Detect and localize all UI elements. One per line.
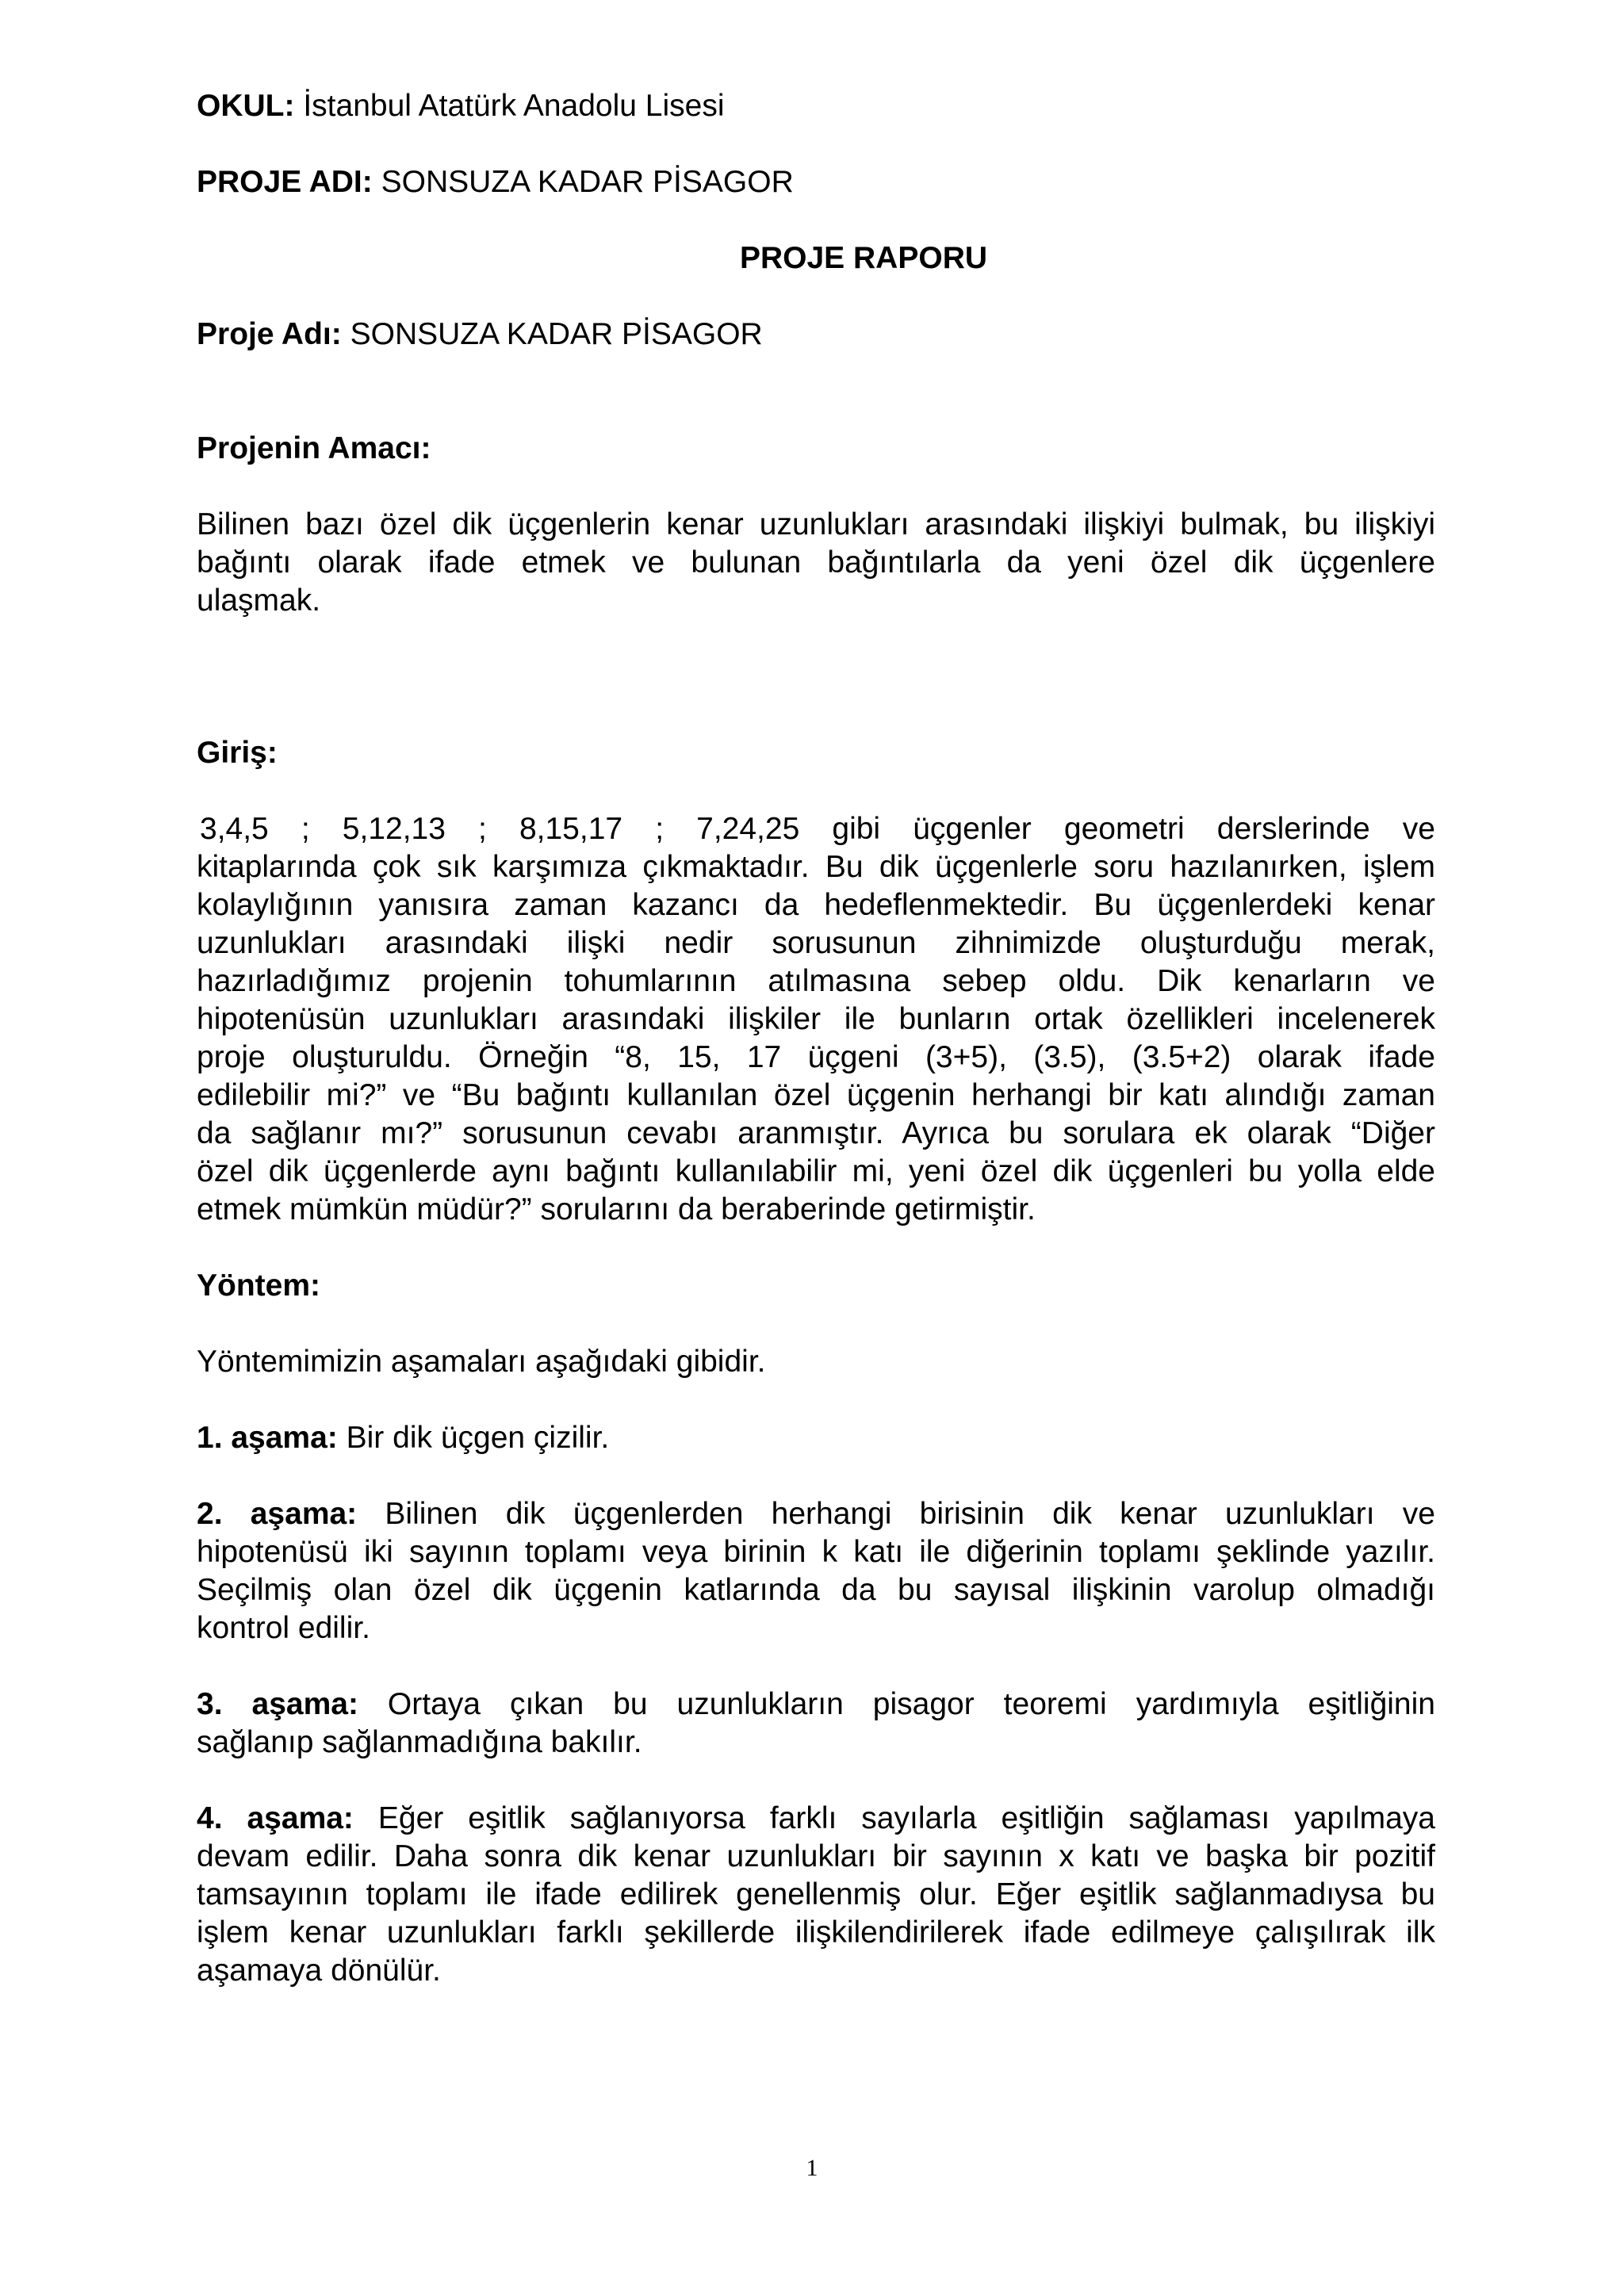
intro-line: kitaplarında çok sık karşımıza çıkmaktadır. Bu dik üçgenlerle soru hazılanırken, işlem xyxy=(197,850,1435,884)
step-line: sağlanıp sağlanmadığına bakılır. xyxy=(197,1725,642,1759)
project-name-line xyxy=(197,316,1435,354)
intro-line: 3,4,5 ; 5,12,13 ; 8,15,17 ; 7,24,25 gibi üçgenler geometri derslerinde ve xyxy=(200,812,1435,846)
project-name-value: SONSUZA KADAR PİSAGOR xyxy=(350,317,763,351)
step-label: 2. aşama: xyxy=(197,1497,358,1531)
intro-line: da sağlanır mı?” sorusunun cevabı aranmıştır. Ayrıca bu sorulara ek olarak “Diğer xyxy=(197,1116,1435,1150)
step-label: 4. aşama: xyxy=(197,1801,354,1835)
method-intro: Yöntemimizin aşamaları aşağıdaki gibidir. xyxy=(197,1345,766,1379)
method-step-4 xyxy=(197,1800,1435,1990)
method-step-3 xyxy=(197,1686,1435,1762)
step-label: 1. aşama: xyxy=(197,1421,338,1455)
document-page xyxy=(197,87,1435,1990)
step-label: 3. aşama: xyxy=(197,1687,358,1721)
intro-line: uzunlukları arasındaki ilişki nedir sorusunun zihnimizde oluşturduğu merak, xyxy=(197,926,1435,960)
intro-line: kolaylığının yanısıra zaman kazancı da hedeflenmektedir. Bu üçgenlerdeki kenar xyxy=(197,888,1435,922)
purpose-paragraph xyxy=(197,506,1435,620)
page-number: 1 xyxy=(806,2155,818,2181)
step-line: devam edilir. Daha sonra dik kenar uzunlukları bir sayının x katı ve başka bir pozitif xyxy=(197,1839,1435,1873)
purpose-line: Bilinen bazı özel dik üçgenlerin kenar uzunlukları arasındaki ilişkiyi bulmak, bu ilişkiyi xyxy=(197,507,1435,541)
method-step-2 xyxy=(197,1495,1435,1647)
intro-line: edilebilir mi?” ve “Bu bağıntı kullanılan özel üçgenin herhangi bir katı alındığı zaman xyxy=(197,1078,1435,1112)
method-heading: Yöntem: xyxy=(197,1269,320,1303)
method-step-1 xyxy=(197,1419,1435,1457)
step-line: işlem kenar uzunlukları farklı şekillerde ilişkilendirilerek ifade edilmeye çalışılırak ilk xyxy=(197,1915,1435,1950)
step-line: kontrol edilir. xyxy=(197,1611,370,1645)
step-line xyxy=(197,1495,1435,1533)
step-line: aşamaya dönülür. xyxy=(197,1954,441,1988)
intro-line: proje oluşturuldu. Örneğin “8, 15, 17 üçgeni (3+5), (3.5), (3.5+2) olarak ifade xyxy=(197,1040,1435,1074)
step-line: Seçilmiş olan özel dik üçgenin katlarında da bu sayısal ilişkinin varolup olmadığı xyxy=(197,1573,1435,1607)
intro-line: hipotenüsün uzunlukları arasındaki ilişkiler ile bunların ortak özellikleri incelenerek xyxy=(197,1002,1435,1036)
step-text: Bir dik üçgen çizilir. xyxy=(337,1421,610,1455)
intro-line: hazırladığımız projenin tohumlarının atılmasına sebep oldu. Dik kenarların ve xyxy=(197,964,1435,998)
step-line xyxy=(197,1800,1435,1838)
school-value: İstanbul Atatürk Anadolu Lisesi xyxy=(303,89,725,123)
step-text: Bilinen dik üçgenlerden herhangi birisinin dik kenar uzunlukları ve xyxy=(357,1497,1435,1531)
school-line xyxy=(197,87,1435,125)
intro-line: özel dik üçgenlerde aynı bağıntı kullanılabilir mi, yeni özel dik üçgenleri bu yolla elde xyxy=(197,1154,1435,1188)
report-title: PROJE RAPORU xyxy=(739,241,988,275)
purpose-line: bağıntı olarak ifade etmek ve bulunan bağıntılarla da yeni özel dik üçgenlere xyxy=(197,545,1435,580)
intro-paragraph xyxy=(197,810,1435,1229)
school-label: OKUL: xyxy=(197,89,295,123)
project-label: PROJE ADI: xyxy=(197,165,373,199)
step-line xyxy=(197,1419,1435,1457)
step-line xyxy=(197,1686,1435,1724)
project-name-label: Proje Adı: xyxy=(197,317,342,351)
step-line: hipotenüsü iki sayının toplamı veya birinin k katı ile diğerinin toplamı şeklinde yazılır. xyxy=(197,1535,1435,1569)
step-line: tamsayının toplamı ile ifade edilirek genellenmiş olur. Eğer eşitlik sağlanmadıysa bu xyxy=(197,1877,1435,1911)
purpose-heading: Projenin Amacı: xyxy=(197,431,431,465)
purpose-line: ulaşmak. xyxy=(197,584,321,618)
intro-line: etmek mümkün müdür?” sorularını da beraberinde getirmiştir. xyxy=(197,1192,1036,1226)
step-text: Ortaya çıkan bu uzunlukların pisagor teoremi yardımıyla eşitliğinin xyxy=(358,1687,1435,1721)
project-line xyxy=(197,163,1435,201)
intro-heading: Giriş: xyxy=(197,736,278,770)
step-text: Eğer eşitlik sağlanıyorsa farklı sayılarla eşitliğin sağlaması yapılmaya xyxy=(353,1801,1435,1835)
project-value: SONSUZA KADAR PİSAGOR xyxy=(381,165,794,199)
